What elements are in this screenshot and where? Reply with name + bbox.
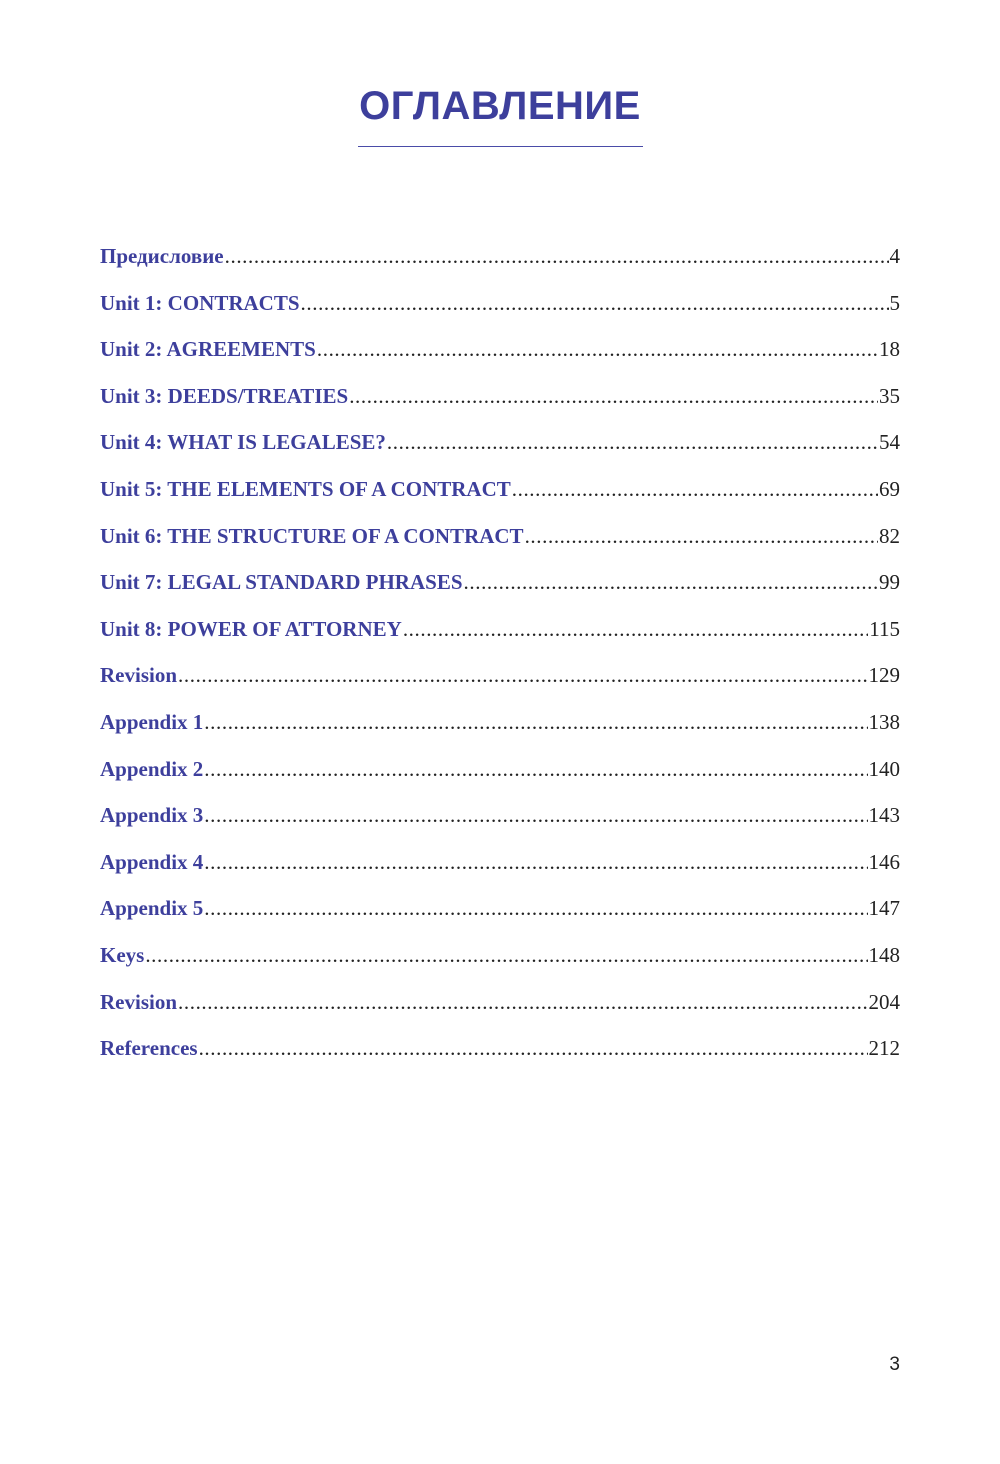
toc-dot-leader [301, 283, 889, 323]
toc-entry-title: Unit 3: DEEDS/TREATIES [100, 383, 349, 408]
toc-entry-title: Предисловие [100, 244, 224, 268]
toc-entry[interactable] [100, 376, 900, 423]
toc-entry-page: 5 [889, 290, 900, 315]
toc-entry-title: Unit 4: WHAT IS LEGALESE? [100, 430, 386, 455]
toc-entry-title: Appendix 1 [100, 709, 204, 734]
toc-dot-leader [199, 1028, 868, 1068]
toc-dot-leader [512, 469, 878, 509]
toc-dot-leader [204, 749, 867, 789]
toc-entry[interactable] [100, 283, 900, 330]
toc-entry-page: 129 [868, 663, 900, 688]
toc-entry-page: 54 [879, 430, 900, 455]
toc-entry[interactable] [100, 749, 900, 796]
toc-dot-leader [387, 422, 878, 462]
toc-entry-title: Unit 6: THE STRUCTURE OF A CONTRACT [100, 523, 524, 548]
toc-entry[interactable] [100, 935, 900, 982]
toc-entry[interactable] [100, 236, 900, 283]
toc-entry-title: Unit 7: LEGAL STANDARD PHRASES [100, 570, 463, 595]
toc-entry[interactable] [100, 1028, 900, 1075]
toc-dot-leader [204, 795, 867, 835]
toc-dot-leader [464, 562, 878, 602]
toc-entry-title: Unit 2: AGREEMENTS [100, 337, 316, 362]
toc-entry[interactable] [100, 609, 900, 656]
toc-entry-page: 146 [868, 849, 900, 874]
toc-entry-page: 204 [868, 989, 900, 1014]
toc-entry[interactable] [100, 329, 900, 376]
toc-entry-page: 212 [868, 1036, 900, 1061]
toc-entry-title: Appendix 4 [100, 849, 204, 874]
toc-entry-title: Unit 1: CONTRACTS [100, 290, 300, 315]
toc-entry-page: 147 [868, 896, 900, 921]
toc-dot-leader [225, 236, 889, 276]
toc-entry-title: References [100, 1036, 198, 1061]
toc-entry-page: 4 [889, 244, 900, 268]
toc-entry-page: 148 [868, 942, 900, 967]
toc-entry-page: 35 [879, 383, 900, 408]
toc-dot-leader [204, 702, 867, 742]
toc-entry-title: Keys [100, 942, 145, 967]
toc-dot-leader [204, 842, 867, 882]
toc-dot-leader [178, 982, 867, 1022]
toc-entry-title: Appendix 3 [100, 803, 204, 828]
page-title: ОГЛАВЛЕНИЕ [359, 84, 641, 128]
toc-entry[interactable] [100, 842, 900, 889]
toc-dot-leader [317, 329, 878, 369]
toc-entry[interactable] [100, 982, 900, 1029]
toc-dot-leader [349, 376, 878, 416]
toc-entry[interactable] [100, 702, 900, 749]
toc-entry[interactable] [100, 469, 900, 516]
toc-entry-page: 69 [879, 476, 900, 501]
page-number: 3 [889, 1354, 900, 1375]
toc-dot-leader [145, 935, 867, 975]
toc-entry-title: Appendix 2 [100, 756, 204, 781]
toc-entry-page: 115 [869, 616, 900, 641]
toc-entry[interactable] [100, 516, 900, 563]
toc-dot-leader [178, 655, 867, 695]
toc-entry[interactable] [100, 422, 900, 469]
toc-entry-title: Revision [100, 663, 178, 688]
toc-entry[interactable] [100, 888, 900, 935]
toc-entry-page: 138 [868, 709, 900, 734]
toc-entry-page: 18 [879, 337, 900, 362]
toc-dot-leader [403, 609, 868, 649]
toc-entry-title: Appendix 5 [100, 896, 204, 921]
toc-entry-page: 99 [879, 570, 900, 595]
toc-dot-leader [525, 516, 878, 556]
toc-entry[interactable] [100, 655, 900, 702]
toc-entry-title: Revision [100, 989, 178, 1014]
table-of-contents [100, 236, 900, 1075]
toc-entry-page: 82 [879, 523, 900, 548]
title-underline [358, 146, 643, 147]
toc-entry-page: 140 [868, 756, 900, 781]
toc-entry-title: Unit 8: POWER OF ATTORNEY [100, 616, 402, 641]
toc-dot-leader [204, 888, 867, 928]
toc-entry-title: Unit 5: THE ELEMENTS OF A CONTRACT [100, 476, 511, 501]
toc-entry[interactable] [100, 562, 900, 609]
toc-entry[interactable] [100, 795, 900, 842]
toc-entry-page: 143 [868, 803, 900, 828]
